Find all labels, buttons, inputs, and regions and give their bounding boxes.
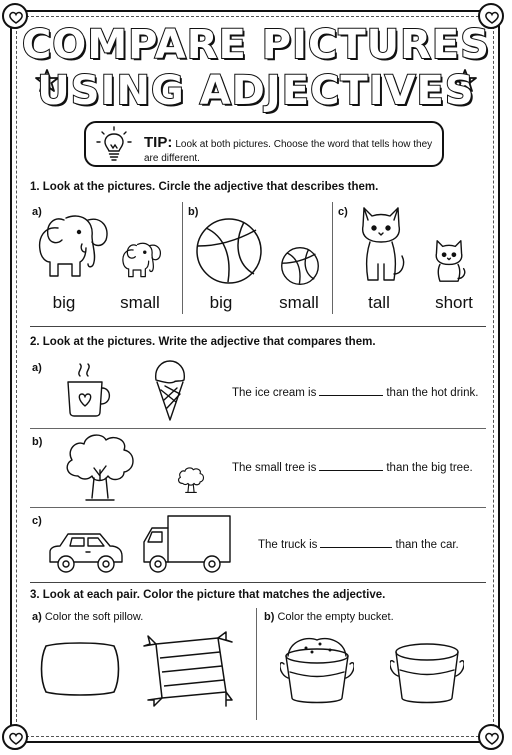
item-letter: c): [32, 515, 42, 527]
empty-bucket-image[interactable]: [390, 634, 464, 708]
item-letter: c): [338, 206, 348, 218]
tip-label: TIP:: [144, 134, 173, 151]
page-title-line1: COMPARE PICTURES: [21, 22, 491, 68]
big-tree-image: [62, 430, 138, 504]
item-letter: a): [32, 362, 42, 374]
sentence-start: The small tree is: [232, 462, 317, 474]
short-cat-image: [430, 238, 468, 284]
small-ball-image: [280, 246, 320, 286]
word-option[interactable]: big: [52, 293, 76, 312]
instruction: [32, 611, 143, 623]
word-option[interactable]: short: [435, 293, 473, 312]
section3-heading: 3. Look at each pair. Color the picture that matches the adjective.: [30, 589, 386, 601]
sentence-end: than the hot drink.: [386, 387, 479, 399]
tip-text: [144, 136, 434, 166]
small-tree-image: [176, 466, 206, 494]
word-option[interactable]: small: [279, 293, 319, 312]
word-option[interactable]: big: [209, 293, 233, 312]
truck-image: [140, 512, 234, 578]
tall-cat-image: [354, 204, 408, 284]
tip-box: [84, 121, 444, 167]
section-divider: [30, 326, 486, 327]
item-letter: a): [32, 206, 42, 218]
answer-blank[interactable]: [319, 469, 383, 471]
answer-blank[interactable]: [319, 394, 383, 396]
heart-icon: [2, 724, 28, 750]
sentence-start: The truck is: [258, 539, 318, 551]
page-title-line2: USING ADJECTIVES: [37, 68, 475, 114]
item-letter: a): [32, 611, 42, 623]
tip-body: Look at both pictures. Choose the word that tells how they are different.: [144, 139, 433, 164]
sentence: [258, 539, 459, 551]
instruction-text: Color the empty bucket.: [277, 611, 394, 623]
instruction-text: Color the soft pillow.: [44, 611, 144, 623]
heart-icon: [478, 724, 504, 750]
word-option[interactable]: tall: [368, 293, 390, 312]
row-divider: [30, 428, 486, 429]
item-letter: b): [264, 611, 275, 623]
car-image: [46, 526, 126, 578]
soft-pillow-image[interactable]: [38, 640, 122, 698]
hard-cushion-image[interactable]: [140, 630, 234, 708]
section-divider: [30, 582, 486, 583]
big-ball-image: [194, 216, 264, 286]
item-letter: b): [32, 436, 43, 448]
big-elephant-image: [36, 210, 112, 282]
section2-heading: 2. Look at the pictures. Write the adjective that compares them.: [30, 336, 376, 348]
full-bucket-image[interactable]: [280, 634, 354, 708]
sentence: [232, 462, 473, 474]
sentence-start: The ice cream is: [232, 387, 317, 399]
hot-drink-image: [62, 362, 116, 418]
section1-heading: 1. Look at the pictures. Circle the adjective that describes them.: [30, 181, 379, 193]
instruction: [264, 611, 394, 623]
item-letter: b): [188, 206, 199, 218]
answer-blank[interactable]: [320, 546, 392, 548]
word-option[interactable]: small: [120, 293, 160, 312]
small-elephant-image: [120, 240, 164, 280]
row-divider: [30, 507, 486, 508]
lightbulb-icon: [94, 125, 134, 165]
divider: [256, 608, 257, 720]
sentence-end: than the big tree.: [386, 462, 473, 474]
ice-cream-image: [152, 358, 188, 422]
sentence-end: than the car.: [395, 539, 459, 551]
sentence: [232, 387, 478, 399]
